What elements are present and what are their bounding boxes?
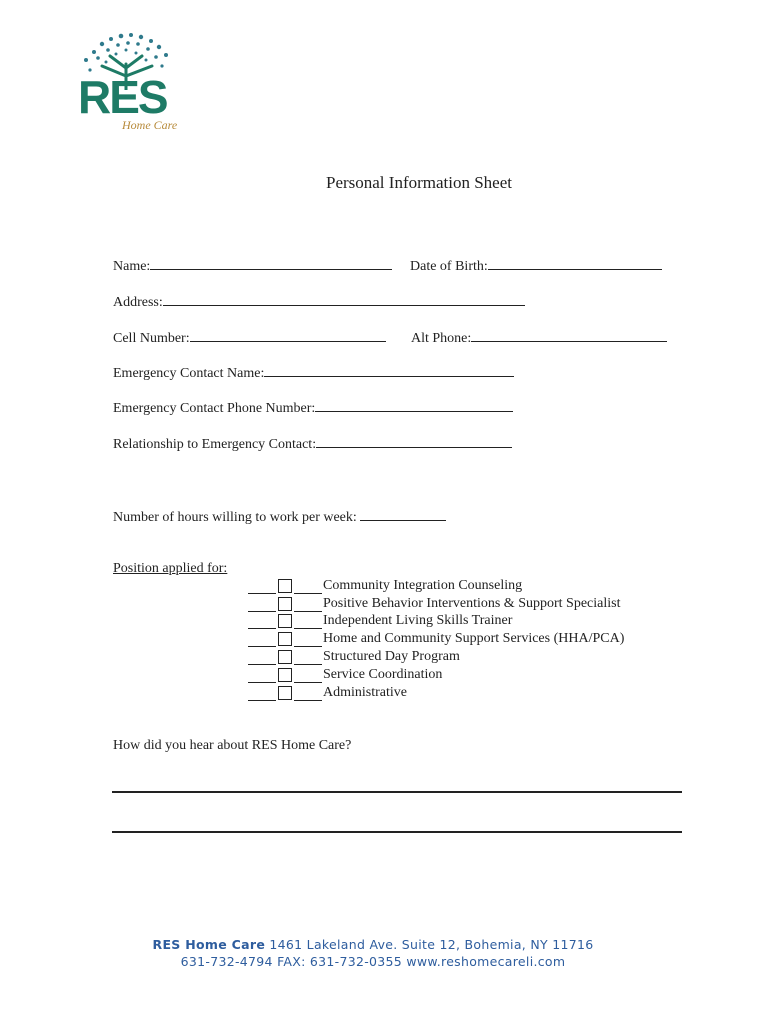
checkbox[interactable] [278,579,292,593]
hours-input-line[interactable] [360,507,446,521]
dob-label: Date of Birth: [410,259,488,274]
dob-input-line[interactable] [488,256,662,270]
address-field[interactable] [113,292,525,311]
position-option[interactable] [248,629,624,647]
name-input-line[interactable] [150,256,392,270]
hours-field[interactable] [113,507,446,526]
emergency-phone-input-line[interactable] [315,398,513,412]
address-label: Address: [113,295,163,310]
emergency-name-label: Emergency Contact Name: [113,366,265,381]
checkbox[interactable] [278,614,292,628]
emergency-name-field[interactable] [113,363,514,382]
position-option[interactable] [248,576,522,594]
logo-wordmark: RES [78,71,167,123]
checkbox[interactable] [278,650,292,664]
option-blank-line [294,699,322,701]
option-label: Service Coordination [323,667,443,682]
position-option[interactable] [248,665,442,683]
logo-subtitle: Home Care [122,118,178,132]
emergency-name-input-line[interactable] [264,363,514,377]
position-option[interactable] [248,683,407,701]
cell-input-line[interactable] [190,328,386,342]
position-label: Position applied for: [113,561,228,576]
emergency-phone-label: Emergency Contact Phone Number: [113,401,316,416]
checkbox[interactable] [278,597,292,611]
answer-line-2[interactable] [112,831,682,833]
hear-about-question: How did you hear about RES Home Care? [113,738,352,753]
answer-line-1[interactable] [112,791,682,793]
cell-label: Cell Number: [113,331,190,346]
relationship-label: Relationship to Emergency Contact: [113,437,317,452]
page-title: Personal Information Sheet [325,173,512,192]
option-label: Structured Day Program [323,649,460,664]
footer-street: 1461 Lakeland Ave. Suite 12, Bohemia, NY 11716 [269,937,594,952]
alt-phone-field[interactable] [411,328,667,347]
checkbox[interactable] [278,668,292,682]
checkbox[interactable] [278,632,292,646]
dob-field[interactable] [410,256,662,275]
alt-phone-label: Alt Phone: [411,331,472,346]
option-label: Positive Behavior Interventions & Support Specialist [323,596,621,611]
hours-label: Number of hours willing to work per week: [113,510,357,525]
emergency-phone-field[interactable] [113,398,513,417]
relationship-input-line[interactable] [316,434,512,448]
option-label: Community Integration Counseling [323,578,523,593]
checkbox[interactable] [278,686,292,700]
footer-address [0,937,746,952]
footer-company: RES Home Care [152,937,266,952]
company-logo [66,30,191,140]
alt-phone-input-line[interactable] [471,328,667,342]
option-label: Independent Living Skills Trainer [323,613,513,628]
option-label: Home and Community Support Services (HHA/PCA) [323,631,625,646]
cell-field[interactable] [113,328,386,347]
footer-contact: 631-732-4794 FAX: 631-732-0355 www.reshomecareli.com [180,954,566,969]
relationship-field[interactable] [113,434,512,453]
position-option[interactable] [248,611,512,629]
option-blank-line [248,699,276,701]
name-label: Name: [113,259,151,274]
address-input-line[interactable] [163,292,525,306]
name-field[interactable] [113,256,392,275]
position-option[interactable] [248,594,620,612]
position-option[interactable] [248,647,460,665]
option-label: Administrative [323,685,407,700]
